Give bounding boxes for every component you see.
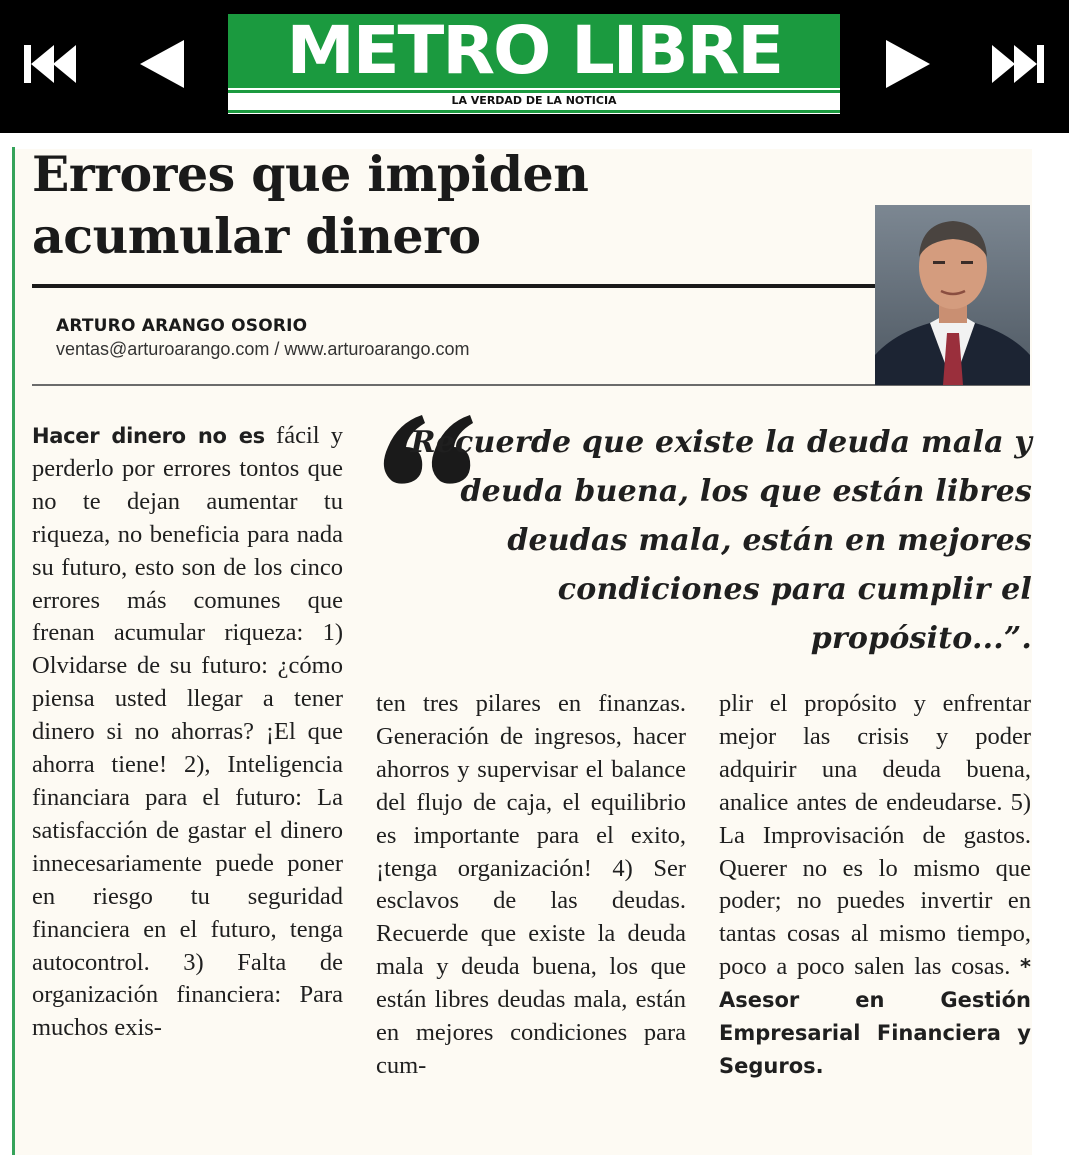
author-name: ARTURO ARANGO OSORIO [56, 316, 308, 336]
reader-toolbar [0, 0, 1069, 133]
article-column-2 [376, 688, 686, 1155]
page-margin-line [12, 147, 15, 1155]
previous-page-button[interactable] [128, 32, 192, 96]
skip-to-first-icon [18, 39, 78, 89]
last-page-button[interactable] [988, 32, 1052, 96]
first-page-button[interactable] [16, 32, 80, 96]
headline-rule [32, 284, 875, 288]
author-photo [875, 205, 1030, 385]
logo-tagline: LA VERDAD DE LA NOTICIA [451, 94, 617, 107]
logo-banner [228, 14, 840, 88]
previous-icon [132, 36, 188, 92]
metro-libre-logo [228, 14, 840, 114]
article-column-1 [32, 420, 343, 1155]
logo-text: METRO LIBRE [286, 12, 782, 89]
pull-quote: Recuerde que existe la deuda mala y deuda buena, los que están libres deudas mala, están en mejores condiciones para cumplir el propósito...”. [410, 425, 1032, 656]
column-3-text: plir el propósito y enfrentar mejor las crisis y poder adquirir una deuda buena, analice antes de endeudarse. 5) La Improvisación de gastos. Querer no es lo mismo que poder; no puedes invertir en tantas cosas al mismo tiempo, poco a poco salen las cosas. [719, 690, 1031, 981]
logo-rule-bottom [228, 110, 840, 113]
author-bio: * Asesor en Gestión Empresarial Financiera y Seguros. [719, 955, 1031, 1078]
author-contact: ventas@arturoarango.com / www.arturoarango.com [56, 339, 470, 359]
article-page [0, 133, 1069, 1155]
next-icon [882, 36, 938, 92]
skip-to-last-icon [990, 39, 1050, 89]
column-2-text: ten tres pilares en finanzas. Generación de ingresos, hacer ahorros y supervisar el balance del flujo de caja, el equilibrio es importante para el exito, ¡tenga organización! 4) Ser esclavos de las deudas. Recuerde que existe la deuda mala y deuda buena, los que están libres deudas mala, están en mejores condiciones para cum- [376, 690, 686, 1079]
article-column-3 [719, 688, 1031, 1155]
author-portrait-illustration [875, 205, 1030, 385]
column-1-text: fácil y perderlo por errores tontos que no te dejan aumentar tu riqueza, no beneficia para nada su futuro, esto son de los cinco errores más comunes que frenan acumular riqueza: 1) Olvidarse de su futuro: ¿cómo piensa usted llegar a tener dinero si no ahorras? ¡El que ahorra tiene! 2), Inteligencia financiara para el futuro: La satisfacción de gastar el dinero innecesariamente puede poner en riesgo tu seguridad financiera en el futuro, tenga autocontrol. 3) Falta de organización financiera: Para muchos exis- [32, 422, 343, 1042]
article-headline: Errores que impiden acumular dinero [32, 145, 589, 265]
article-lead: Hacer dinero no es [32, 424, 265, 448]
next-page-button[interactable] [878, 32, 942, 96]
